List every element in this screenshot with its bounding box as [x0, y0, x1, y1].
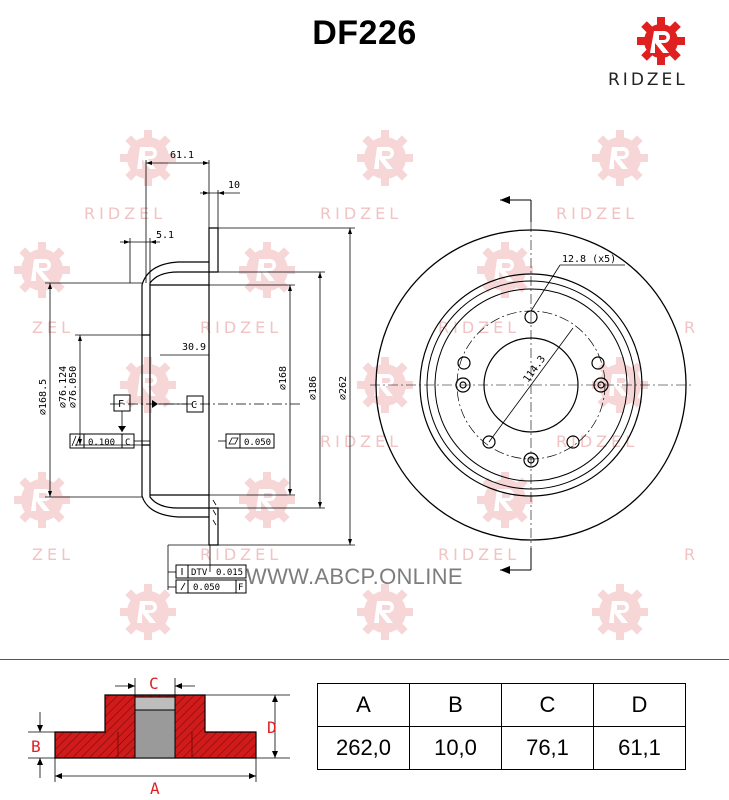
- watermark-site: WWW.ABCP.ONLINE: [246, 564, 463, 589]
- label-a: A: [150, 779, 160, 798]
- label-d: D: [267, 718, 277, 737]
- dim-76-124: ∅76.124: [58, 365, 69, 408]
- dtv-label: DTV: [191, 568, 208, 578]
- spec-header-c: C: [502, 684, 594, 727]
- watermark-text: ZEL: [32, 545, 74, 564]
- watermark-text: R: [684, 318, 700, 337]
- watermark-text: ZEL: [32, 318, 74, 337]
- watermark-text: RIDZEL: [438, 318, 521, 337]
- watermark-text: RIDZEL: [320, 432, 403, 451]
- dim-168-5: ∅168.5: [38, 378, 49, 415]
- spec-value-row: [318, 727, 686, 770]
- dim-262: ∅262: [338, 375, 349, 400]
- spec-header-row: [318, 684, 686, 727]
- watermark-text: RIDZEL: [556, 432, 639, 451]
- watermark-text: RIDZEL: [200, 545, 283, 564]
- spec-header-d: D: [594, 684, 686, 727]
- dim-76-050: ∅76.050: [68, 365, 79, 408]
- datum-f-label: F: [118, 399, 125, 410]
- watermark-text: RIDZEL: [84, 204, 167, 223]
- watermark-text: R: [684, 545, 700, 564]
- spec-value-a: 262,0: [318, 727, 410, 770]
- dim-114-3: 114.3: [521, 353, 549, 385]
- dim-5-1: 5.1: [156, 230, 175, 241]
- page-title: DF226: [312, 14, 417, 52]
- label-c: C: [149, 674, 159, 693]
- dim-168: ∅168: [278, 365, 289, 390]
- side-section-view: [110, 228, 300, 545]
- parallel-tolerance-value: 0.100: [88, 438, 116, 448]
- spec-value-c: 76,1: [502, 727, 594, 770]
- dim-12-8: 12.8 (x5): [562, 254, 617, 265]
- spec-header-a: A: [318, 684, 410, 727]
- dim-30-9: 30.9: [182, 342, 207, 353]
- datum-c-label: C: [191, 400, 198, 411]
- watermark-text: RIDZEL: [556, 204, 639, 223]
- spec-table: [317, 683, 686, 770]
- spec-value-d: 61,1: [594, 727, 686, 770]
- brand-name: RIDZEL: [608, 70, 688, 90]
- dim-186: ∅186: [308, 375, 319, 400]
- section-schematic: [0, 660, 300, 800]
- dtv-value: 0.015: [216, 568, 244, 578]
- watermark-text: RIDZEL: [200, 318, 283, 337]
- flatness-tolerance-value: 0.050: [244, 438, 272, 448]
- runout-ref: F: [238, 583, 244, 593]
- dim-61-1: 61.1: [170, 150, 195, 161]
- label-b: B: [31, 737, 41, 756]
- watermark-text: RIDZEL: [320, 204, 403, 223]
- runout-value: 0.050: [193, 583, 221, 593]
- section-hub-bore: [135, 708, 175, 758]
- spec-header-b: B: [410, 684, 502, 727]
- dim-10: 10: [228, 180, 241, 191]
- parallel-tolerance-ref: C: [125, 438, 131, 448]
- watermark-text: RIDZEL: [438, 545, 521, 564]
- spec-value-b: 10,0: [410, 727, 502, 770]
- front-view: [370, 196, 692, 574]
